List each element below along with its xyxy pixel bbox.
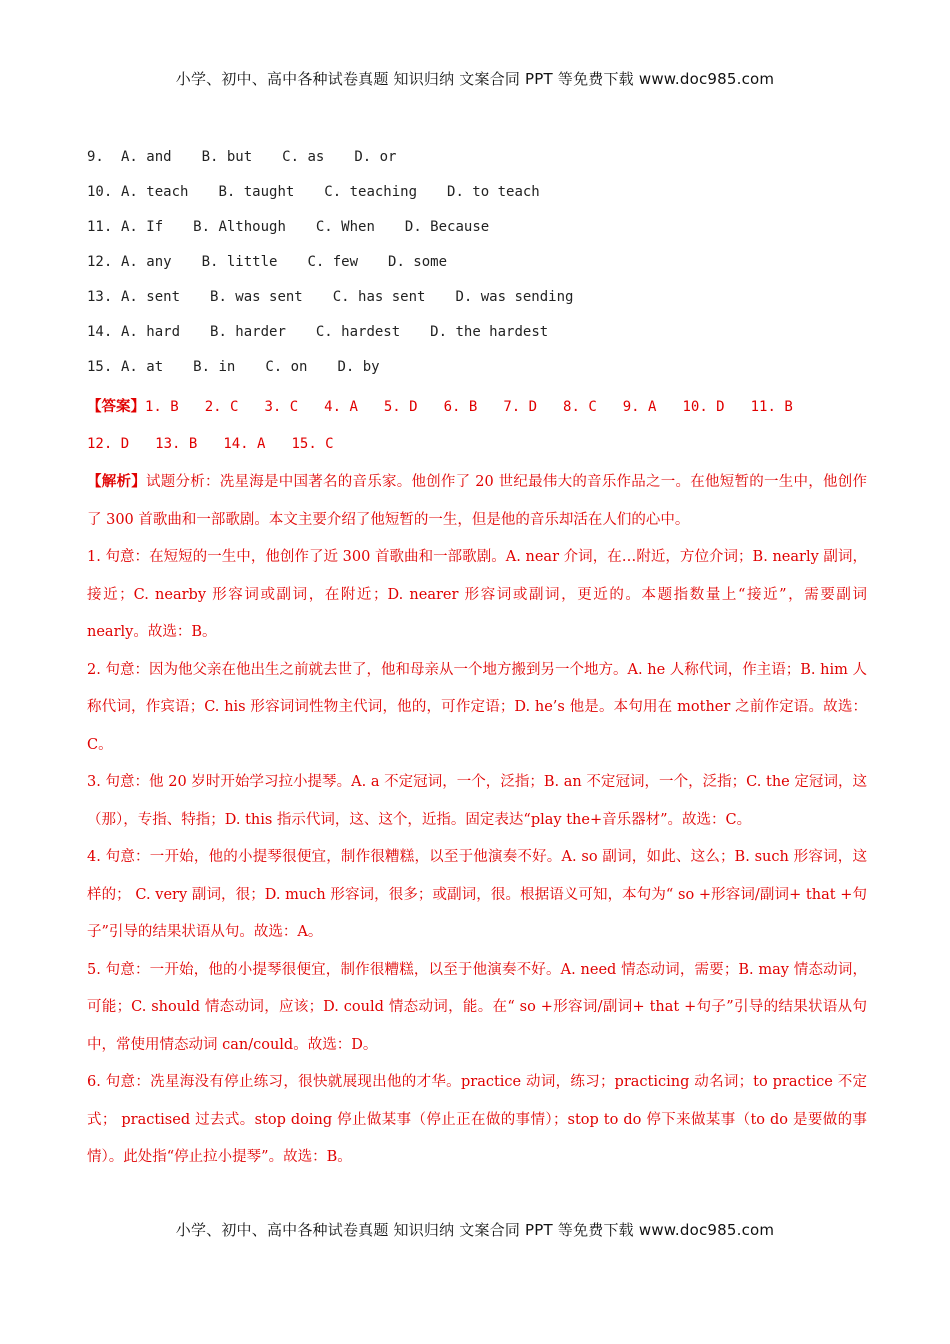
option-a: A. any: [121, 254, 172, 270]
answer-item: 3. C: [264, 399, 299, 415]
answer-item: 8. C: [563, 399, 597, 415]
page-header: 小学、初中、高中各种试卷真题 知识归纳 文案合同 PPT 等免费下载 www.doc985.com: [175, 70, 775, 88]
question-line: [87, 283, 867, 318]
analysis-paragraph: 3. 句意：他 20 岁时开始学习拉小提琴。A. a 不定冠词，一个，泛指；B. an 不定冠词，一个，泛指；C. the 定冠词，这（那），专指、特指；D. this 指示代词，这、这个，近指。固定表达“play the+音乐器材”。故选：C。: [87, 774, 867, 828]
question-number: 12.: [87, 254, 113, 270]
analysis-paragraph: 6. 句意：冼星海没有停止练习，很快就展现出他的才华。practice 动词，练习；practicing 动名词；to practice 不定式； practised 过去式。stop doing 停止做某事（停止正在做的事情）；stop to do 停下来做某事（to do 是要做的事情）。此处指“停止拉小提琴”。故选：B。: [87, 1074, 867, 1165]
question-line: [87, 318, 867, 353]
option-a: A. hard: [121, 324, 181, 340]
option-b: B. little: [201, 254, 278, 270]
answer-items: [87, 399, 819, 452]
answer-item: 10. D: [682, 399, 725, 415]
option-c: C. hardest: [315, 324, 401, 340]
page-footer: 小学、初中、高中各种试卷真题 知识归纳 文案合同 PPT 等免费下载 www.doc985.com: [175, 1221, 775, 1239]
option-d: D. some: [388, 254, 448, 270]
analysis-intro-text: 试题分析：冼星海是中国著名的音乐家。他创作了 20 世纪最伟大的音乐作品之一。在他短暂的一生中，他创作了 300 首歌曲和一部歌剧。本文主要介绍了他短暂的一生，但是他的音乐却活在人们的心中。: [87, 474, 868, 528]
question-number: 10.: [87, 184, 113, 200]
option-a: A. sent: [121, 289, 181, 305]
analysis-paragraph: 1. 句意：在短短的一生中，他创作了近 300 首歌曲和一部歌剧。A. near 介词，在…附近，方位介词；B. nearly 副词，接近；C. nearby 形容词或副词，在附近；D. nearer 形容词或副词，更近的。本题指数量上“接近”，需要副词 nearly。故选：B。: [87, 549, 867, 640]
answer-item: 11. B: [750, 399, 793, 415]
answer-item: 15. C: [291, 436, 334, 452]
analysis-paragraphs: [87, 539, 867, 1177]
option-c: C. teaching: [324, 184, 418, 200]
document-content: [87, 143, 867, 1177]
answer-item: 7. D: [503, 399, 538, 415]
option-d: D. by: [337, 359, 380, 375]
question-number: 14.: [87, 324, 113, 340]
option-d: D. Because: [404, 219, 490, 235]
option-a: A. teach: [121, 184, 189, 200]
answer-label: 【答案】: [87, 398, 145, 415]
analysis-intro: [87, 463, 867, 539]
question-line: [87, 353, 867, 388]
option-c: C. few: [307, 254, 359, 270]
question-line: [87, 143, 867, 178]
answer-item: 13. B: [155, 436, 198, 452]
question-line: [87, 178, 867, 213]
question-number: 11.: [87, 219, 113, 235]
question-number: 15.: [87, 359, 113, 375]
option-a: A. and: [121, 149, 172, 165]
option-b: B. was sent: [210, 289, 303, 305]
question-number: 9.: [87, 149, 104, 165]
option-a: A. If: [121, 219, 164, 235]
answer-item: 2. C: [204, 399, 239, 415]
option-b: B. harder: [210, 324, 286, 340]
question-line: [87, 248, 867, 283]
option-c: C. on: [265, 359, 308, 375]
answer-block: [87, 388, 867, 463]
analysis-paragraph: 5. 句意：一开始，他的小提琴很便宜，制作很糟糕，以至于他演奏不好。A. need 情态动词，需要；B. may 情态动词，可能；C. should 情态动词，应该；D. could 情态动词，能。在“ so +形容词/副词+ that +句子”引导的结果状语从句中，常使用情态动词 can/could。故选：D。: [87, 961, 867, 1053]
answer-item: 1. B: [145, 399, 179, 415]
option-c: C. has sent: [332, 289, 426, 305]
option-c: C. When: [315, 219, 375, 235]
question-number: 13.: [87, 289, 113, 305]
answer-item: 6. B: [443, 399, 478, 415]
option-d: D. was sending: [455, 289, 574, 305]
answer-item: 9. A: [622, 399, 657, 415]
analysis-paragraph: 2. 句意：因为他父亲在他出生之前就去世了，他和母亲从一个地方搬到另一个地方。A. he 人称代词，作主语；B. him 人称代词，作宾语；C. his 形容词词性物主代词，他的，可作定语；D. he’s 他是。本句用在 mother 之前作定语。故选：C。: [87, 661, 867, 753]
analysis-paragraph: 4. 句意：一开始，他的小提琴很便宜，制作很糟糕，以至于他演奏不好。A. so 副词，如此、这么；B. such 形容词，这样的； C. very 副词，很；D. much 形容词，很多；或副词，很。根据语义可知，本句为“ so +形容词/副词+ that +句子”引导的结果状语从句。故选：A。: [87, 849, 867, 940]
analysis-label: 【解析】: [87, 473, 146, 490]
option-b: B. in: [193, 359, 236, 375]
question-list: [87, 143, 867, 388]
option-d: D. the hardest: [430, 324, 549, 340]
answer-item: 5. D: [383, 399, 418, 415]
answer-item: 14. A: [223, 436, 266, 452]
option-d: D. or: [354, 149, 397, 165]
option-d: D. to teach: [447, 184, 540, 200]
answer-item: 12. D: [87, 436, 130, 452]
option-b: B. taught: [218, 184, 295, 200]
option-a: A. at: [121, 359, 164, 375]
option-b: B. Although: [193, 219, 286, 235]
option-b: B. but: [201, 149, 253, 165]
option-c: C. as: [282, 149, 325, 165]
answer-item: 4. A: [324, 399, 358, 415]
question-line: [87, 213, 867, 248]
